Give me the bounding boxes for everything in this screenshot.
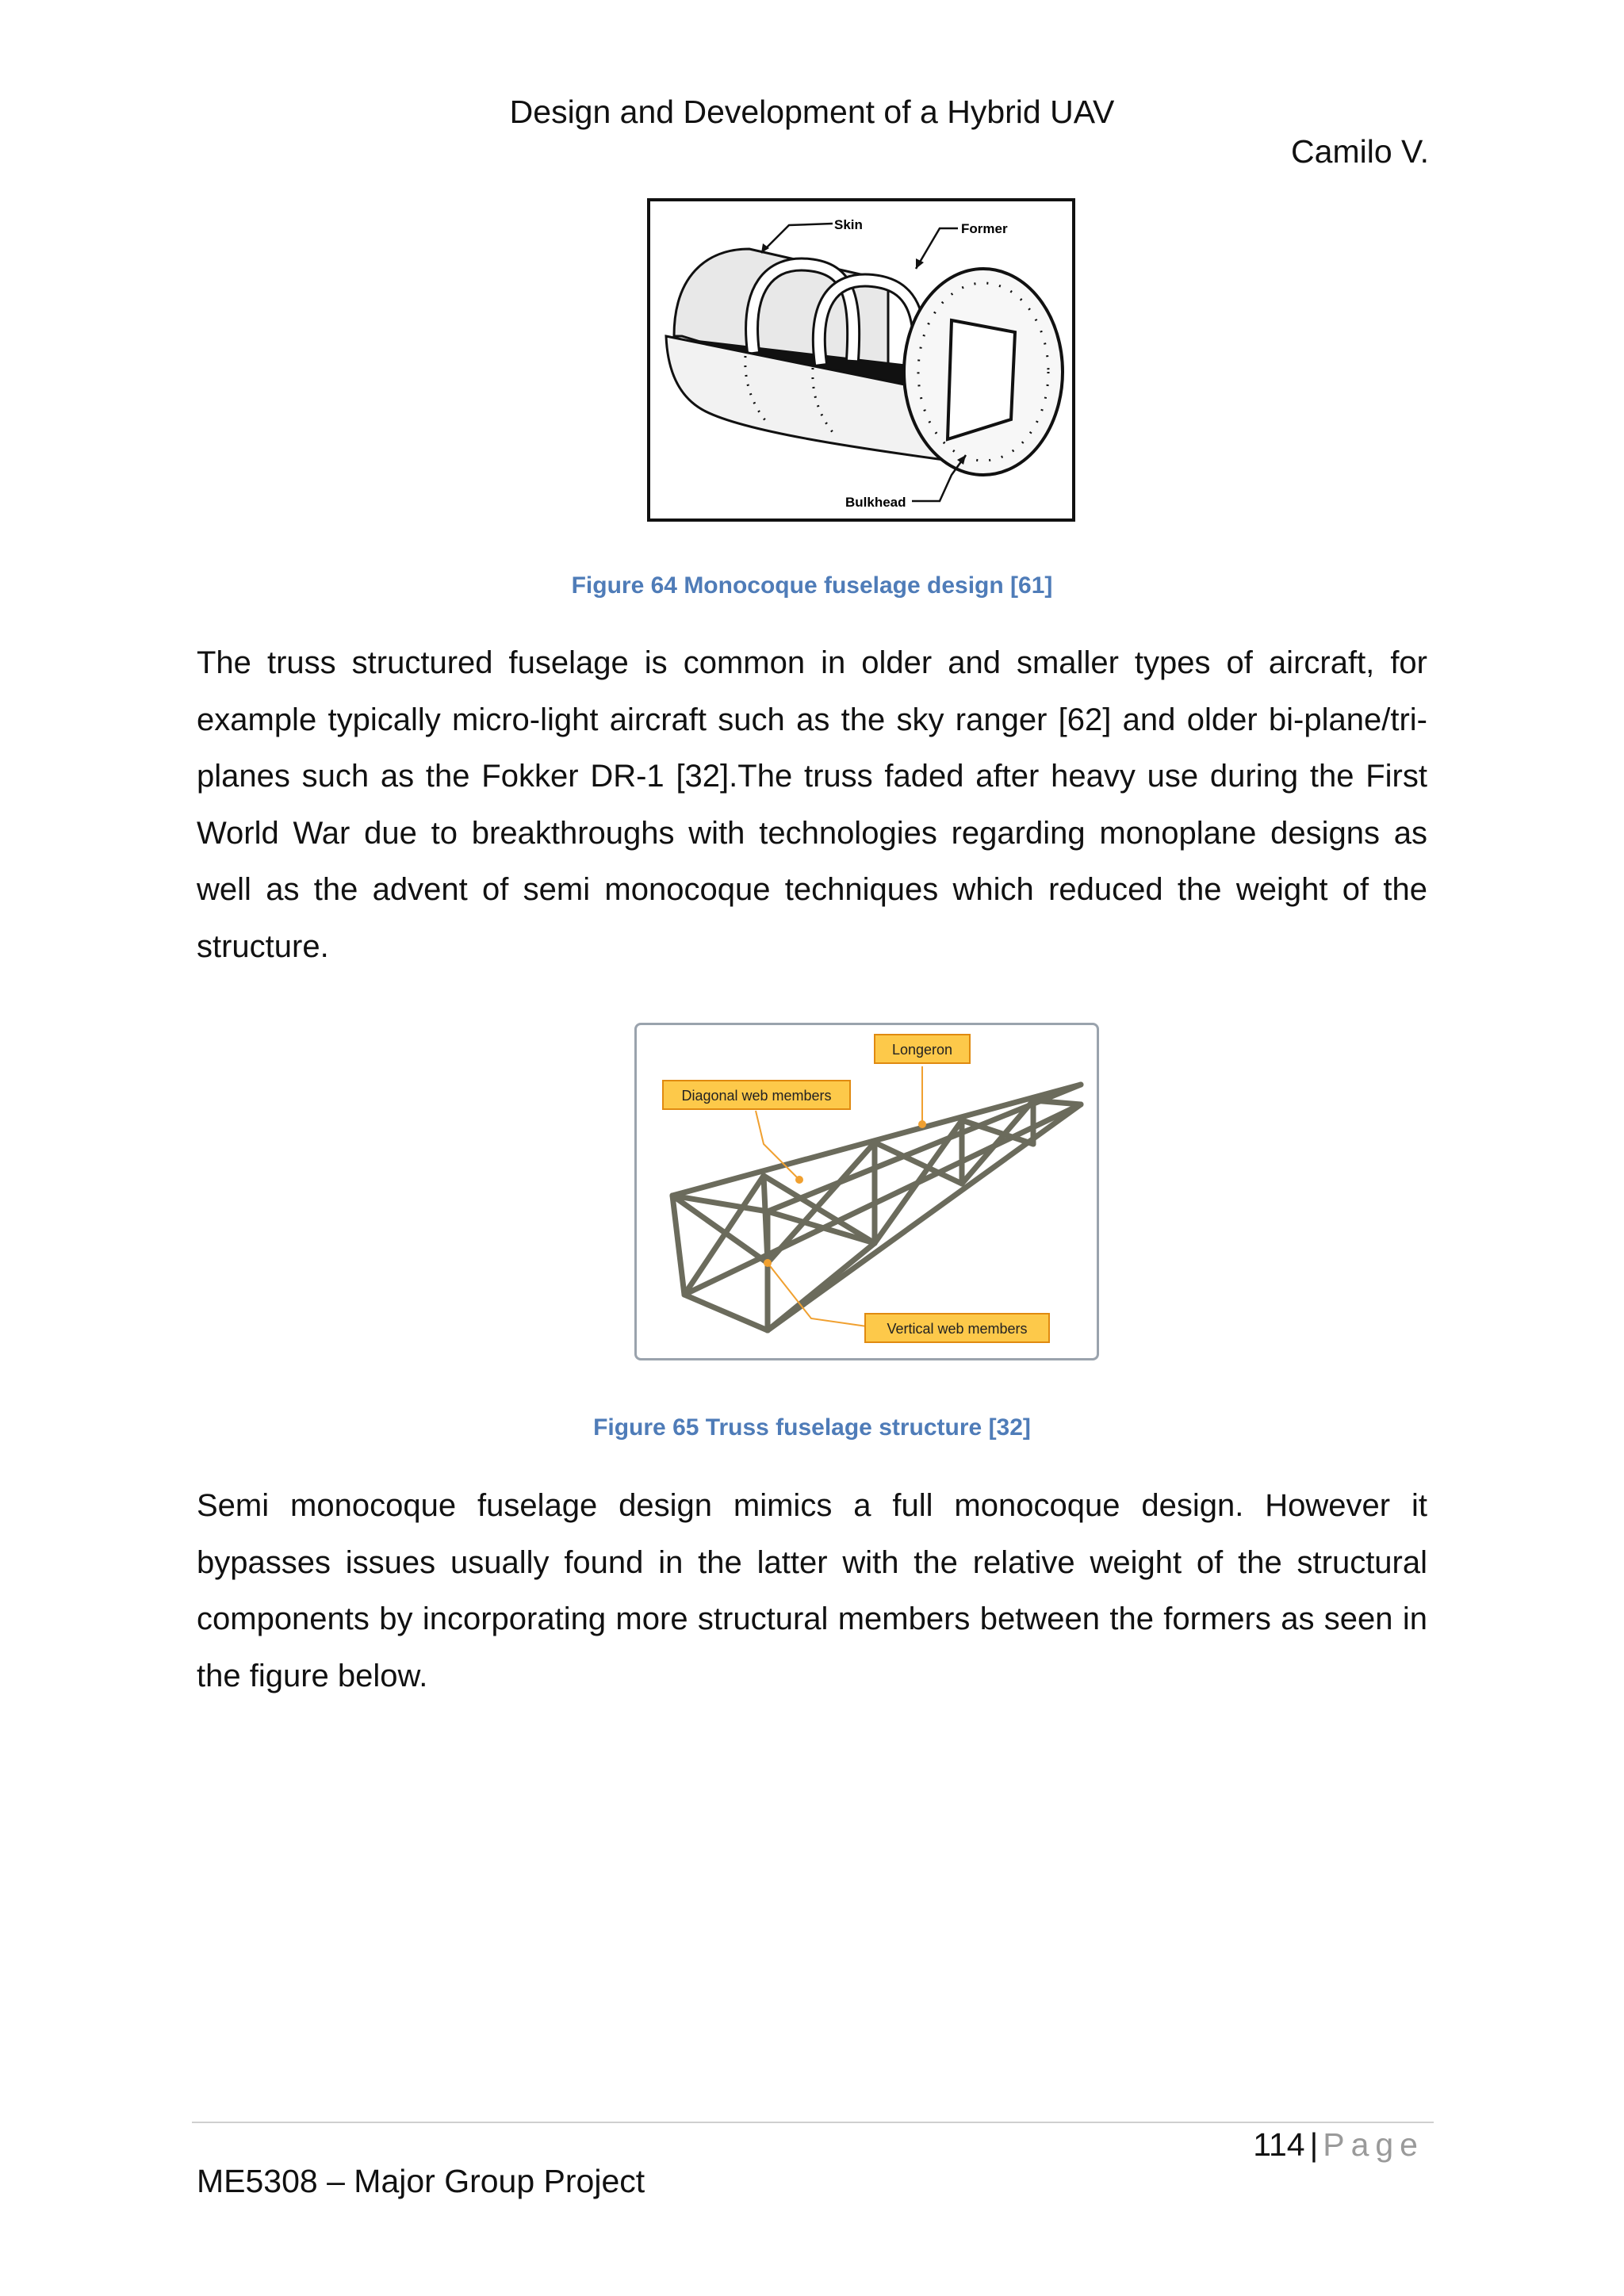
vertical-web-members-label: Vertical web members: [887, 1321, 1028, 1337]
bulkhead-label: Bulkhead: [845, 495, 906, 510]
footer-divider: [192, 2122, 1434, 2123]
body-paragraph-semi-monocoque: Semi monocoque fuselage design mimics a full monocoque design. However it bypasses issues usually found in the latter with the relative weight of the structural components by incorporating more structural members between the formers as seen in the figure below.: [197, 1488, 1427, 1693]
truss-illustration: [637, 1025, 1097, 1358]
body-paragraph-truss: The truss structured fuselage is common in older and smaller types of aircraft, for example typically micro-light aircraft such as the sky ranger [62] and older bi-plane/tri-planes such as the Fokker DR-1 [32].The truss faded after heavy use during the First World War due to breakthroughs with technologies regarding monoplane designs as well as the advent of semi monocoque techniques which reduced the weight of the structure.: [197, 645, 1427, 964]
diagonal-web-members-label: Diagonal web members: [681, 1088, 832, 1104]
figure-65-truss-diagram: [634, 1023, 1099, 1360]
page-number-value: 114: [1253, 2126, 1305, 2163]
figure-65-caption: Figure 65 Truss fuselage structure [32]: [593, 1414, 1031, 1441]
former-label: Former: [961, 221, 1008, 236]
skin-label: Skin: [834, 217, 863, 232]
running-header-author: Camilo V.: [1291, 133, 1429, 170]
longeron-label: Longeron: [891, 1042, 953, 1058]
figure-64-caption: Figure 64 Monocoque fuselage design [61]: [571, 572, 1053, 599]
page-number: [1253, 2126, 1424, 2164]
page-number-separator: |: [1309, 2126, 1319, 2163]
figure-64-monocoque-diagram: [647, 198, 1075, 522]
monocoque-illustration: [650, 201, 1072, 519]
footer-project-name: ME5308 – Major Group Project: [197, 2163, 645, 2199]
running-header-title: Design and Development of a Hybrid UAV: [509, 94, 1115, 130]
page-word: Page: [1323, 2126, 1424, 2163]
